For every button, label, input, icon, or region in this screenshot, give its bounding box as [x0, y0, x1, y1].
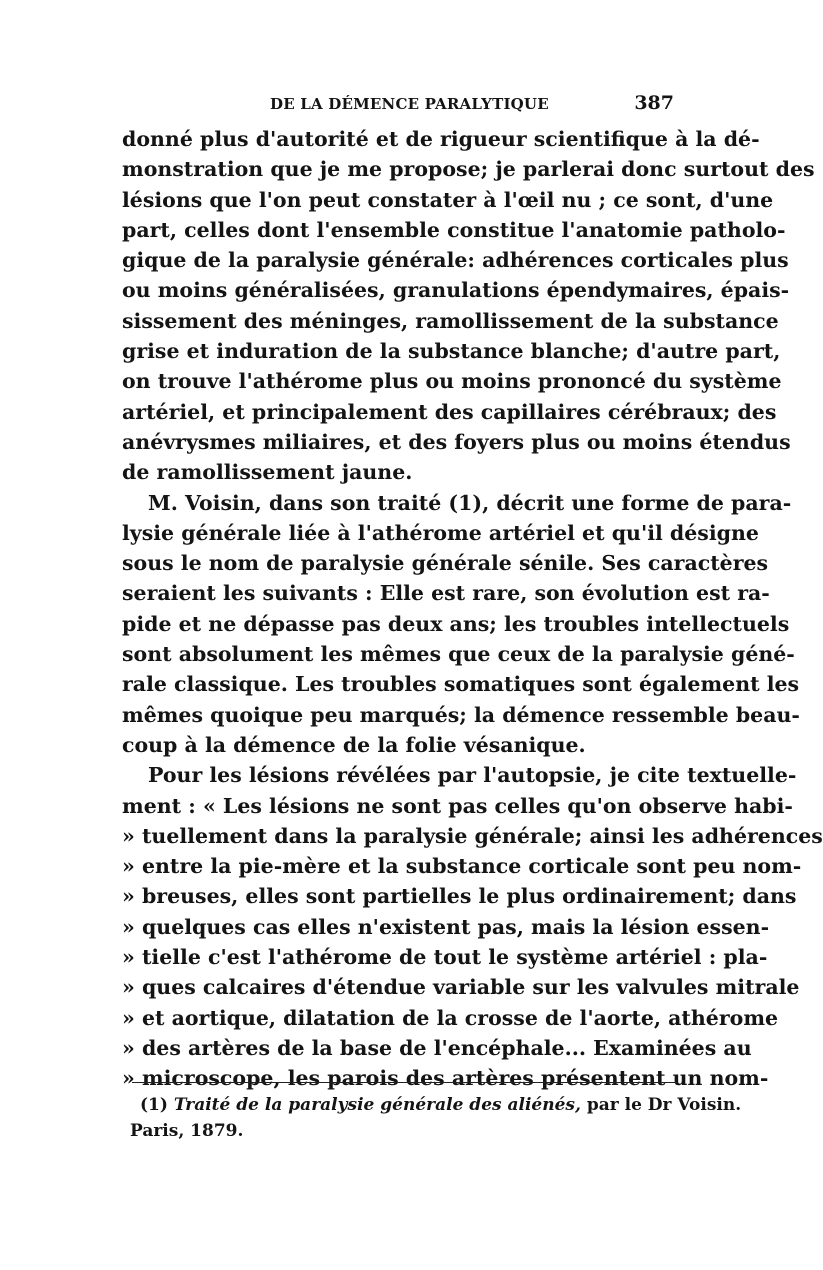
text-line: » microscope, les parois des artères présentent un nom-: [122, 1066, 769, 1091]
text-line: anévrysmes miliaires, et des foyers plus ou moins étendus: [122, 429, 791, 454]
text-line: » des artères de la base de l'encéphale... Examinées au: [122, 1035, 752, 1060]
text-line: M. Voisin, dans son traité (1), décrit une forme de para-: [148, 490, 792, 515]
text-line: sissement des méninges, ramollissement de la substance: [122, 308, 779, 333]
footnote-divider: [132, 1082, 678, 1083]
text-line: part, celles dont l'ensemble constitue l'anatomie patholo-: [122, 217, 786, 242]
footnote: [130, 1092, 742, 1144]
body-text: [122, 124, 823, 1094]
page-number: 387: [634, 92, 674, 114]
footnote-title: Traité de la paralysie générale des aliénés,: [173, 1095, 581, 1115]
text-line: de ramollissement jaune.: [122, 460, 413, 485]
text-line: sous le nom de paralysie générale sénile. Ses caractères: [122, 551, 769, 576]
text-line: rale classique. Les troubles somatiques sont également les: [122, 672, 800, 697]
running-title: DE LA DÉMENCE PARALYTIQUE: [270, 95, 549, 113]
text-line: artériel, et principalement des capillaires cérébraux; des: [122, 399, 777, 424]
text-line: seraient les suivants : Elle est rare, son évolution est ra-: [122, 581, 770, 606]
text-line: » entre la pie-mère et la substance corticale sont peu nom-: [122, 854, 802, 879]
text-line: donné plus d'autorité et de rigueur scientifique à la dé-: [122, 127, 760, 151]
footnote-line: [130, 1092, 742, 1118]
text-line: ment : « Les lésions ne sont pas celles qu'on observe habi-: [122, 793, 793, 818]
text-line: coup à la démence de la folie vésanique.: [122, 732, 586, 757]
text-line: Pour les lésions révélées par l'autopsie, je cite textuelle-: [148, 763, 797, 788]
footnote-author: par le Dr Voisin.: [586, 1095, 742, 1115]
text-line: monstration que je me propose; je parlerai donc surtout des: [122, 157, 815, 182]
text-line: gique de la paralysie générale: adhérences corticales plus: [122, 248, 789, 273]
footnote-marker: (1): [140, 1095, 168, 1115]
text-line: mêmes quoique peu marqués; la démence ressemble beau-: [122, 702, 800, 727]
text-line: lésions que l'on peut constater à l'œil nu ; ce sont, d'une: [122, 187, 774, 212]
text-line: pide et ne dépasse pas deux ans; les troubles intellectuels: [122, 611, 790, 636]
text-line: » breuses, elles sont partielles le plus ordinairement; dans: [122, 884, 797, 909]
footnote-line: Paris, 1879.: [130, 1121, 244, 1141]
text-line: » quelques cas elles n'existent pas, mais la lésion essen-: [122, 914, 770, 939]
text-line: on trouve l'athérome plus ou moins prononcé du système: [122, 369, 782, 394]
text-line: » ques calcaires d'étendue variable sur les valvules mitrale: [122, 975, 800, 1000]
text-line: sont absolument les mêmes que ceux de la paralysie géné-: [122, 642, 795, 667]
text-line: lysie générale liée à l'athérome artériel et qu'il désigne: [122, 520, 759, 545]
text-line: » et aortique, dilatation de la crosse de l'aorte, athérome: [122, 1005, 779, 1030]
text-line: » tielle c'est l'athérome de tout le système artériel : pla-: [122, 945, 768, 970]
text-line: » tuellement dans la paralysie générale; ainsi les adhérences: [122, 823, 823, 848]
text-line: ou moins généralisées, granulations épendymaires, épais-: [122, 278, 790, 303]
text-line: grise et induration de la substance blanche; d'autre part,: [122, 339, 781, 364]
page-header: [122, 92, 678, 118]
